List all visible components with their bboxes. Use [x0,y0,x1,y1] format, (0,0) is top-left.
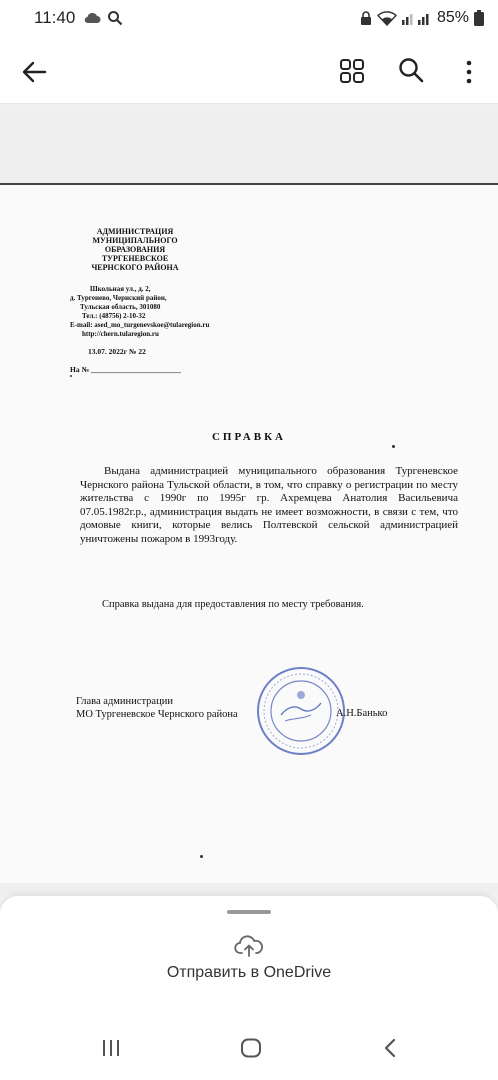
sheet-drag-handle[interactable] [227,910,271,914]
lock-icon [360,11,372,26]
org-address [70,285,250,339]
document-page [0,183,498,883]
address-line: Тульская область, 301080 [80,303,161,311]
document-viewer[interactable] [0,105,498,895]
signer-title-line: МО Тургеневское Чернского района [76,709,238,720]
scan-speck [200,855,203,858]
cloud-upload-icon[interactable] [234,934,264,958]
reference-number-line: На № ________________________ [70,365,181,374]
search-icon [107,10,123,26]
status-time: 11:40 [34,8,76,27]
signer-title [76,695,238,721]
app-bar [0,36,498,104]
org-header: АДМИНИСТРАЦИЯ МУНИЦИПАЛЬНОГО ОБРАЗОВАНИЯ ТУРГЕНЕВСКОЕ ЧЕРНСКОГО РАЙОНА [91,227,179,272]
battery-percent: 85% [436,9,469,26]
document-purpose: Справка выдана для предоставления по месту требования. [102,599,364,610]
official-stamp [255,665,347,757]
wifi-icon [377,11,397,26]
document-body: Выдана администрацией муниципального образования Тургеневское Чернского района Тульской области, в том, что справку о регистрации по месту жительства с 1990г по 1995г гр. Ахремцева Анатолия Васильевича 07.05.1982г.р., администрация выдать не имеет возможности, в связи с тем, что домовые книги, которые велись Полтевской сельской администрацией уничтожены пожаром в 1993году. [80,465,458,545]
recent-apps-icon[interactable] [100,1038,122,1058]
address-line: Школьная ул., д. 2, [90,285,151,293]
home-icon[interactable] [240,1038,262,1058]
signer-title-line: Глава администрации [76,696,173,707]
address-line: http://chern.tularegion.ru [82,330,159,338]
document-date-number: 13.07. 2022г № 22 [88,347,146,356]
signal-icon [402,11,432,25]
address-line: Тел.: (48756) 2-10-32 [82,312,146,320]
signer-name: А.Н.Банько [336,708,388,719]
back-icon[interactable] [382,1038,398,1058]
battery-icon [474,10,484,26]
grid-view-icon[interactable] [339,58,365,84]
cloud-icon [83,12,101,24]
scan-speck [392,445,395,448]
more-vert-icon[interactable] [458,58,480,86]
address-line: д. Тургенево, Чернский район, [70,294,167,302]
system-nav-bar [0,1018,498,1080]
document-title: СПРАВКА [211,431,286,443]
send-to-onedrive-button[interactable]: Отправить в OneDrive [166,964,332,981]
bottom-sheet [0,896,498,1018]
search-icon[interactable] [397,56,425,84]
address-line: E-mail: ased_mo_turgenevskoe@tularegion.ru [70,321,210,329]
back-arrow-icon[interactable] [20,58,48,86]
status-bar [0,0,498,36]
scan-speck [70,375,72,377]
